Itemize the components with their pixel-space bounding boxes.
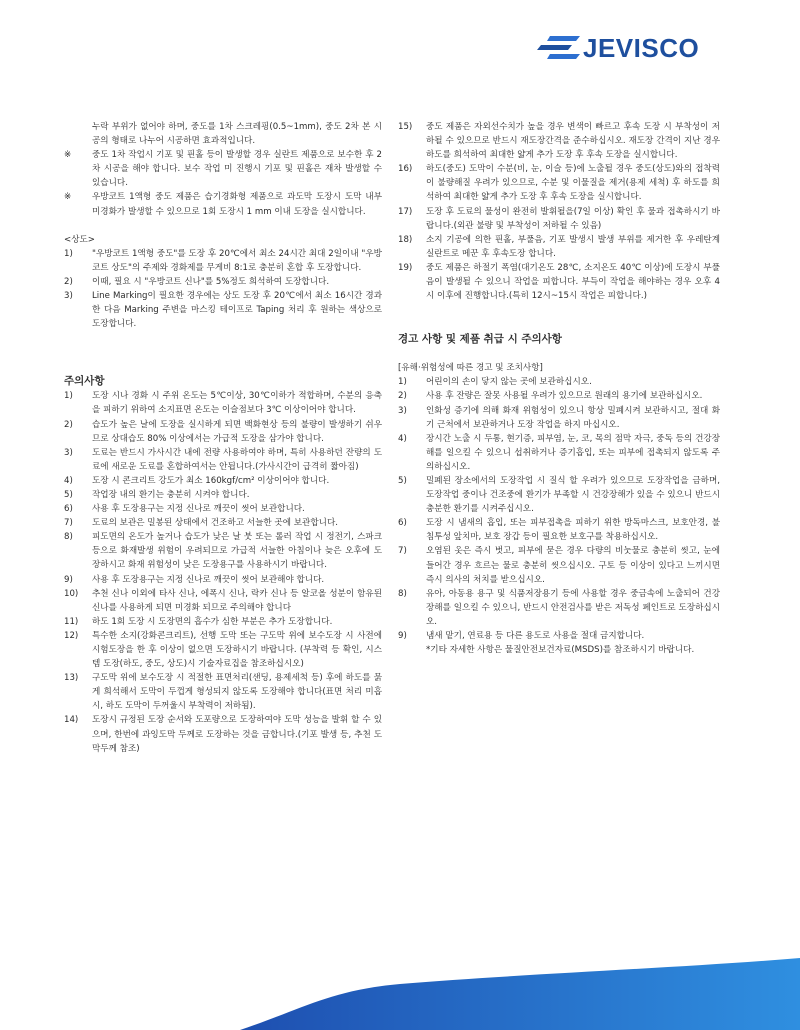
footer-wave-decoration [0, 950, 800, 1030]
item-number: 7) [398, 546, 407, 557]
caution-item [64, 615, 382, 629]
topcoat-title: <상도> [64, 234, 96, 245]
item-text: 습도가 높은 날에 도장을 실시하게 되면 백화현상 등의 불량이 발생하기 쉬우므로 상대습도 80% 이상에서는 가급적 도장을 삼가야 합니다. [92, 419, 382, 444]
item-text: 구도막 위에 보수도장 시 적절한 표면처리(샌딩, 용제세척 등) 후에 하도를 묽게 희석해서 도막이 두껍게 형성되지 않도록 도장해야 합니다(표면 처리 미흡시, 하도 도막이 두꺼울시 부착력이 저하됨). [92, 673, 382, 712]
warning-item [398, 404, 720, 432]
item-number: 7) [64, 518, 73, 529]
item-text: 오염된 옷은 즉시 벗고, 피부에 묻은 경우 다량의 비눗물로 충분히 씻고, 눈에 들어간 경우 흐르는 물로 충분히 씻으십시오. 구토 등 이상이 있다고 느끼시면 즉시 의사의 처치를 받으십시오. [426, 546, 720, 585]
item-number: 1) [64, 391, 73, 402]
warning-title: 경고 사항 및 제품 취급 시 주의사항 [398, 333, 562, 346]
warning-item [398, 587, 720, 629]
item-text: Line Marking이 필요한 경우에는 상도 도장 후 20℃에서 최소 16시간 경과한 다음 Marking 주변을 마스킹 테이프로 Taping 처리 후 원하는 색상으로 도장합니다. [92, 291, 382, 330]
jevisco-swoosh-icon [536, 35, 580, 61]
caution-item [64, 389, 382, 417]
item-number: 1) [398, 377, 407, 388]
brand-name: JEVISCO [583, 33, 700, 63]
item-number: 16) [398, 164, 413, 175]
item-text: 추천 신나 이외에 타사 신나, 에폭시 신나, 락카 신나 등 알코올 성분이 함유된 신나를 사용하게 되면 미경화 되므로 주의해야 합니다 [92, 588, 382, 613]
note-mark: ※ [64, 150, 72, 161]
caution-item [64, 446, 382, 474]
warning-item [398, 432, 720, 474]
item-text: 인화성 증기에 의해 화재 위험성이 있으니 항상 밀폐시켜 보관하시고, 절대 화기 근처에서 보관하거나 도장 작업을 하지 마십시오. [426, 405, 720, 430]
item-text: 중도 제품은 자외선수치가 높을 경우 변색이 빠르고 후속 도장 시 부착성이 저하될 수 있으므로 반드시 재도장간격을 준수하십시오. 재도장 간격이 지난 경우 하도를 희석하여 최대한 얇게 추가 도장 후 후속 도장을 실시합니다. [426, 122, 720, 161]
item-number: 8) [398, 588, 407, 599]
note-mark: ※ [64, 192, 72, 203]
item-text: 하도(중도) 도막이 수분(비, 눈, 이슬 등)에 노출될 경우 중도(상도)와의 접착력이 불량해질 우려가 있으므로, 수분 및 이물질을 제거(용제 세척) 후 하도를 희석하여 최대한 얇게 추가 도장 후 후속 도장을 실시합니다. [426, 164, 720, 203]
item-number: 11) [64, 616, 79, 627]
right-column [398, 120, 720, 657]
item-text: 도장시 규정된 도장 순서와 도포량으로 도장하여야 도막 성능을 발휘 할 수 있으며, 한번에 과잉도막 두께로 도장하는 것을 금합니다.(기포 발생 등, 추천 도막두께 참조) [92, 715, 382, 754]
item-number: 14) [64, 715, 79, 726]
brand-logo [536, 34, 782, 62]
item-number: 2) [64, 276, 73, 287]
warning-item [398, 629, 720, 643]
item-number: 19) [398, 262, 413, 273]
item-number: 15) [398, 122, 413, 132]
warning-item [398, 474, 720, 516]
item-number: 13) [64, 673, 79, 684]
hazard-subtitle: [유해·위험성에 따른 경고 및 조치사항] [398, 363, 543, 374]
warning-item [398, 389, 720, 403]
item-text: 어린이의 손이 닿지 않는 곳에 보관하십시오. [426, 377, 592, 388]
warning-item [398, 544, 720, 586]
caution-item [64, 671, 382, 713]
item-text: 사용 후 잔량은 잘못 사용될 우려가 있으므로 원래의 용기에 보관하십시오. [426, 391, 703, 402]
item-number: 3) [64, 447, 73, 458]
caution-item [64, 713, 382, 755]
caution-item [398, 162, 720, 204]
item-text: 밀폐된 장소에서의 도장작업 시 질식 할 우려가 있으므로 도장작업을 금하며, 도장작업 중이나 건조중에 환기가 부족할 시 건강장해가 있을 수 있으니 반드시 충분한 환기를 시켜주십시오. [426, 475, 720, 515]
caution-item [64, 530, 382, 572]
item-number: 9) [398, 631, 407, 641]
item-text: 이때, 필요 시 "우방코트 신나"를 5%정도 희석하여 도장합니다. [92, 276, 330, 287]
caution-item [64, 474, 382, 488]
item-text: 사용 후 도장용구는 지정 신나로 깨끗이 씻어 보관합니다. [92, 504, 305, 515]
caution-item [398, 205, 720, 233]
caution-item [64, 502, 382, 516]
note-item [64, 190, 382, 218]
caution-item [64, 418, 382, 446]
caution-item [64, 573, 382, 587]
item-text: 도료의 보관은 밀봉된 상태에서 건조하고 서늘한 곳에 보관합니다. [92, 518, 338, 529]
caution-item [64, 488, 382, 502]
item-text: 피도면의 온도가 높거나 습도가 낮은 날 붓 또는 롤러 작업 시 정전기, 스파크 등으로 화재발생 위험이 우려되므로 가급적 서늘한 아침이나 늦은 오후에 도장하시고 화재 위험성이 낮은 도장용구를 사용하시기 바랍니다. [92, 532, 382, 571]
item-number: 6) [64, 504, 73, 515]
item-text: 사용 후 도장용구는 지정 신나로 깨끗이 씻어 보관해야 합니다. [92, 574, 325, 585]
item-number: 5) [398, 475, 407, 486]
note-item [64, 148, 382, 190]
item-text: 도장 시나 경화 시 주위 온도는 5℃이상, 30℃이하가 적합하며, 수분의 응축을 피하기 위하여 소지표면 온도는 이슬점보다 3℃ 이상이어야 합니다. [92, 391, 382, 416]
caution-item [64, 587, 382, 615]
item-text: 유아, 아동용 용구 및 식품저장용기 등에 사용할 경우 중금속에 노출되어 건강장해를 일으킬 수 있으니, 반드시 안전검사를 받은 저독성 페인트로 도장하십시오. [426, 588, 720, 627]
item-number: 12) [64, 630, 79, 641]
item-text: 도료는 반드시 가사시간 내에 전량 사용하여야 하며, 특히 사용하던 잔량의 도료에 새로운 도료를 혼합하여서는 안됩니다.(가사시간이 급격히 짧아짐) [92, 447, 382, 472]
item-number: 2) [64, 419, 73, 430]
item-text: 하도 1회 도장 시 도장면의 흡수가 심한 부분은 추가 도장합니다. [92, 616, 333, 627]
item-text: 중도 제품은 하절기 폭염(대기온도 28℃, 소지온도 40℃ 이상)에 도장시 부풀음이 발생될 수 있으니 작업을 피합니다. 부득이 작업을 해야하는 경우 오후 4시 이후에 진행합니다.(특히 12시~15시 작업은 피합니다.) [426, 262, 720, 302]
note-text: 중도 1차 작업시 기포 및 핀홀 등이 발생할 경우 실란트 제품으로 보수한 후 2차 시공을 해야 합니다. 보수 작업 미 진행시 기포 및 핀홀은 재차 발생할 수 있습니다. [92, 150, 382, 189]
item-number: 8) [64, 532, 73, 543]
item-text: 도장 시 냄새의 흡입, 또는 피부접촉을 피하기 위한 방독마스크, 보호안경, 불 침투성 앞치마, 보호 장갑 등이 필요한 보호구를 착용하십시오. [426, 518, 720, 543]
item-number: 4) [64, 475, 73, 486]
item-text: 작업장 내의 환기는 충분히 시켜야 합니다. [92, 489, 250, 500]
item-text: 특수한 소지(강화콘크리트), 선행 도막 또는 구도막 위에 보수도장 시 사전에 시험도장을 한 후 이상이 없으면 도장하시기 바랍니다. (부착력 등 확인, 시스템 도장(하도, 중도, 상도)시 기술자료집을 참조하십시오) [92, 630, 382, 670]
item-number: 18) [398, 234, 413, 245]
topcoat-item [64, 275, 382, 289]
item-text: 도장 후 도료의 물성이 완전히 발휘될을(7일 이상) 확인 후 물과 접촉하시기 바랍니다.(외관 불량 및 부착성이 저하될 수 있음) [426, 206, 720, 231]
caution-title: 주의사항 [64, 375, 105, 388]
item-text: "우방코트 1액형 중도"를 도장 후 20℃에서 최소 24시간 최대 2일이내 "우방코트 상도"의 주제와 경화제를 무게비 8:1로 충분히 혼합 후 도장합니다. [92, 248, 382, 273]
caution-item [398, 261, 720, 303]
item-number: 10) [64, 588, 79, 599]
item-number: 4) [398, 433, 407, 444]
caution-item [398, 120, 720, 162]
topcoat-item [64, 289, 382, 331]
item-number: 5) [64, 489, 73, 500]
item-number: 1) [64, 248, 73, 259]
intro-continuation: 누락 부위가 없어야 하며, 중도를 1차 스크레핑(0.5~1mm), 중도 2차 본 시공의 형태로 나누어 시공하면 효과적입니다. [92, 122, 382, 147]
item-text: 장시간 노출 시 두통, 현기증, 피부염, 눈, 코, 목의 점막 자극, 중독 등의 건강장해를 일으킬 수 있으니 섭취하거나 증기흡입, 또는 피부에 접촉되지 않도록 주의하십시오. [426, 433, 720, 472]
item-text: 도장 시 콘크리트 강도가 최소 160kgf/cm² 이상이어야 합니다. [92, 475, 330, 486]
topcoat-item [64, 247, 382, 275]
item-number: 2) [398, 391, 407, 402]
caution-item [398, 233, 720, 261]
caution-item [64, 516, 382, 530]
warning-item [398, 375, 720, 389]
left-column [64, 120, 382, 756]
caution-item [64, 629, 382, 671]
item-number: 6) [398, 518, 407, 529]
item-number: 9) [64, 574, 73, 585]
item-number: 3) [398, 405, 407, 416]
item-text: 소지 기공에 의한 핀홀, 부풀음, 기포 발생시 발생 부위를 제거한 후 우레탄계 실란트로 메꾼 후 후속도장 합니다. [426, 234, 720, 259]
item-text: 냄새 맡기, 연료용 등 다른 용도로 사용을 절대 금지합니다. [426, 631, 645, 641]
item-number: 17) [398, 206, 413, 217]
warning-item [398, 516, 720, 544]
msds-note: *기타 자세한 사항은 물질안전보건자료(MSDS)를 참조하시기 바랍니다. [426, 645, 695, 656]
note-text: 우방코트 1액형 중도 제품은 습기경화형 제품으로 과도막 도장시 도막 내부 미경화가 발생할 수 있으므로 1회 도장시 1 mm 이내 도장을 실시합니다. [92, 192, 382, 217]
item-number: 3) [64, 291, 73, 302]
